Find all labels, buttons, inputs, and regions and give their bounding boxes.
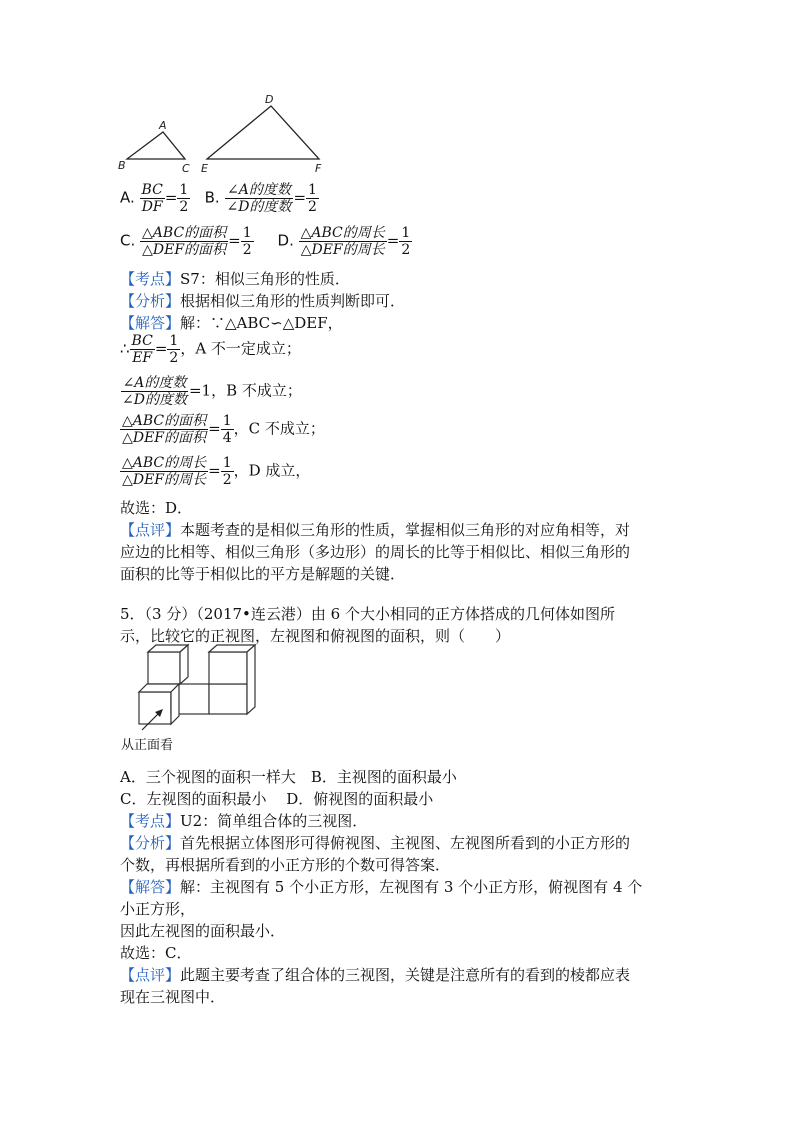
cube-front-top-left xyxy=(148,652,180,684)
q4-fenxi: 【分析】根据相似三角形的性质判断即可． xyxy=(120,292,406,310)
q4-choice: 故选：D． xyxy=(120,499,193,517)
q4-jieda: 【解答】解：∵△ABC∽△DEF， xyxy=(120,314,343,332)
option-b-fraction: $\frac{\text{∠A的度数}}{\text{∠D的度数}}$ xyxy=(226,182,292,215)
cube-front-top-right xyxy=(209,652,247,684)
triangle-def xyxy=(207,106,319,159)
label-b: B xyxy=(118,159,126,172)
option-row-ab: A. $\frac{BC}{DF}$ = $\frac{1}{2}$ B. $\frac{\text{∠A的度数}}{\text{∠D的度数}}$ = $\frac{1}{2}$ xyxy=(120,182,317,215)
q5-stem-2: 示，比较它的正视图，左视图和俯视图的面积，则（ ） xyxy=(120,627,511,645)
q5-jieda-1: 【解答】解：主视图有 5 个小正方形，左视图有 3 个小正方形，俯视图有 4 个 xyxy=(120,878,643,896)
cube-solid-figure xyxy=(136,642,256,734)
cube-side-front-left xyxy=(171,684,179,724)
cube-front-3 xyxy=(209,684,247,714)
label-d: D xyxy=(265,93,274,106)
label-f: F xyxy=(315,162,322,174)
q4-step4: $\frac{\text{△ABC的周长}}{\text{△DEF的周长}}$ = $\frac{1}{2}$ ，D 成立， xyxy=(122,455,311,488)
q4-step1: ∴ $\frac{BC}{EF}$ = $\frac{1}{2}$ ，A 不一定成立； xyxy=(120,333,301,366)
q5-fenxi-1: 【分析】首先根据立体图形可得俯视图、主视图、左视图所看到的小正方形的 xyxy=(120,834,631,852)
cube-side-top-left xyxy=(180,645,188,684)
q5-choice: 故选：C． xyxy=(120,944,192,962)
q5-option-ab: A．三个视图的面积一样大 B．主视图的面积最小 xyxy=(120,768,457,786)
q5-fenxi-2: 个数，再根据所看到的小正方形的个数可得答案． xyxy=(120,856,451,874)
q5-dianping-2: 现在三视图中． xyxy=(120,988,226,1006)
cube-side-right xyxy=(247,645,255,714)
q5-option-cd: C．左视图的面积最小 D．俯视图的面积最小 xyxy=(120,790,434,808)
option-a-fraction: $\frac{BC}{DF}$ xyxy=(141,182,163,215)
option-d-label: D. xyxy=(277,231,294,250)
q4-kaodian: 【考点】S7：相似三角形的性质． xyxy=(120,270,350,288)
label-e: E xyxy=(201,162,208,174)
q5-stem-1: 5．（3 分）（2017•连云港）由 6 个大小相同的正方体搭成的几何体如图所 xyxy=(120,605,615,623)
q5-kaodian: 【考点】U2：简单组合体的三视图． xyxy=(120,812,368,830)
option-c-fraction: $\frac{\text{△ABC的面积}}{\text{△DEF的面积}}$ xyxy=(142,225,227,258)
similar-triangles-figure xyxy=(115,92,335,174)
option-b-label: B. xyxy=(204,188,220,207)
figure-caption: 从正面看 xyxy=(121,738,174,753)
option-c-label: C. xyxy=(120,231,136,250)
label-c: C xyxy=(182,162,190,174)
option-a-label: A. xyxy=(120,188,135,207)
q4-dianping-1: 【点评】本题考查的是相似三角形的性质，掌握相似三角形的对应角相等，对 xyxy=(120,521,631,539)
option-row-cd: C. $\frac{\text{△ABC的面积}}{\text{△DEF的面积}}$ = $\frac{1}{2}$ D. $\frac{\text{△ABC的周长}}{\text{△DEF的周长}}$ = $\frac{1}{2}$ xyxy=(120,225,411,258)
option-d-fraction: $\frac{\text{△ABC的周长}}{\text{△DEF的周长}}$ xyxy=(300,225,385,258)
triangle-abc xyxy=(127,132,185,159)
q4-step2: $\frac{\text{∠A的度数}}{\text{∠D的度数}}$ =1，B 不成立； xyxy=(122,375,302,408)
q4-dianping-3: 面积的比等于相似比的平方是解题的关键． xyxy=(120,565,406,583)
q5-dianping-1: 【点评】此题主要考查了组合体的三视图，关键是注意所有的看到的棱都应表 xyxy=(120,966,631,984)
q4-step3: $\frac{\text{△ABC的面积}}{\text{△DEF的面积}}$ = $\frac{1}{4}$ ，C 不成立； xyxy=(122,413,325,446)
cube-front-1 xyxy=(139,692,171,724)
q4-dianping-2: 应边的比相等、相似三角形（多边形）的周长的比等于相似比、相似三角形的 xyxy=(120,543,631,561)
q5-jieda-2: 小正方形， xyxy=(120,900,196,918)
label-a: A xyxy=(159,119,167,132)
q5-jieda-3: 因此左视图的面积最小． xyxy=(120,922,286,940)
